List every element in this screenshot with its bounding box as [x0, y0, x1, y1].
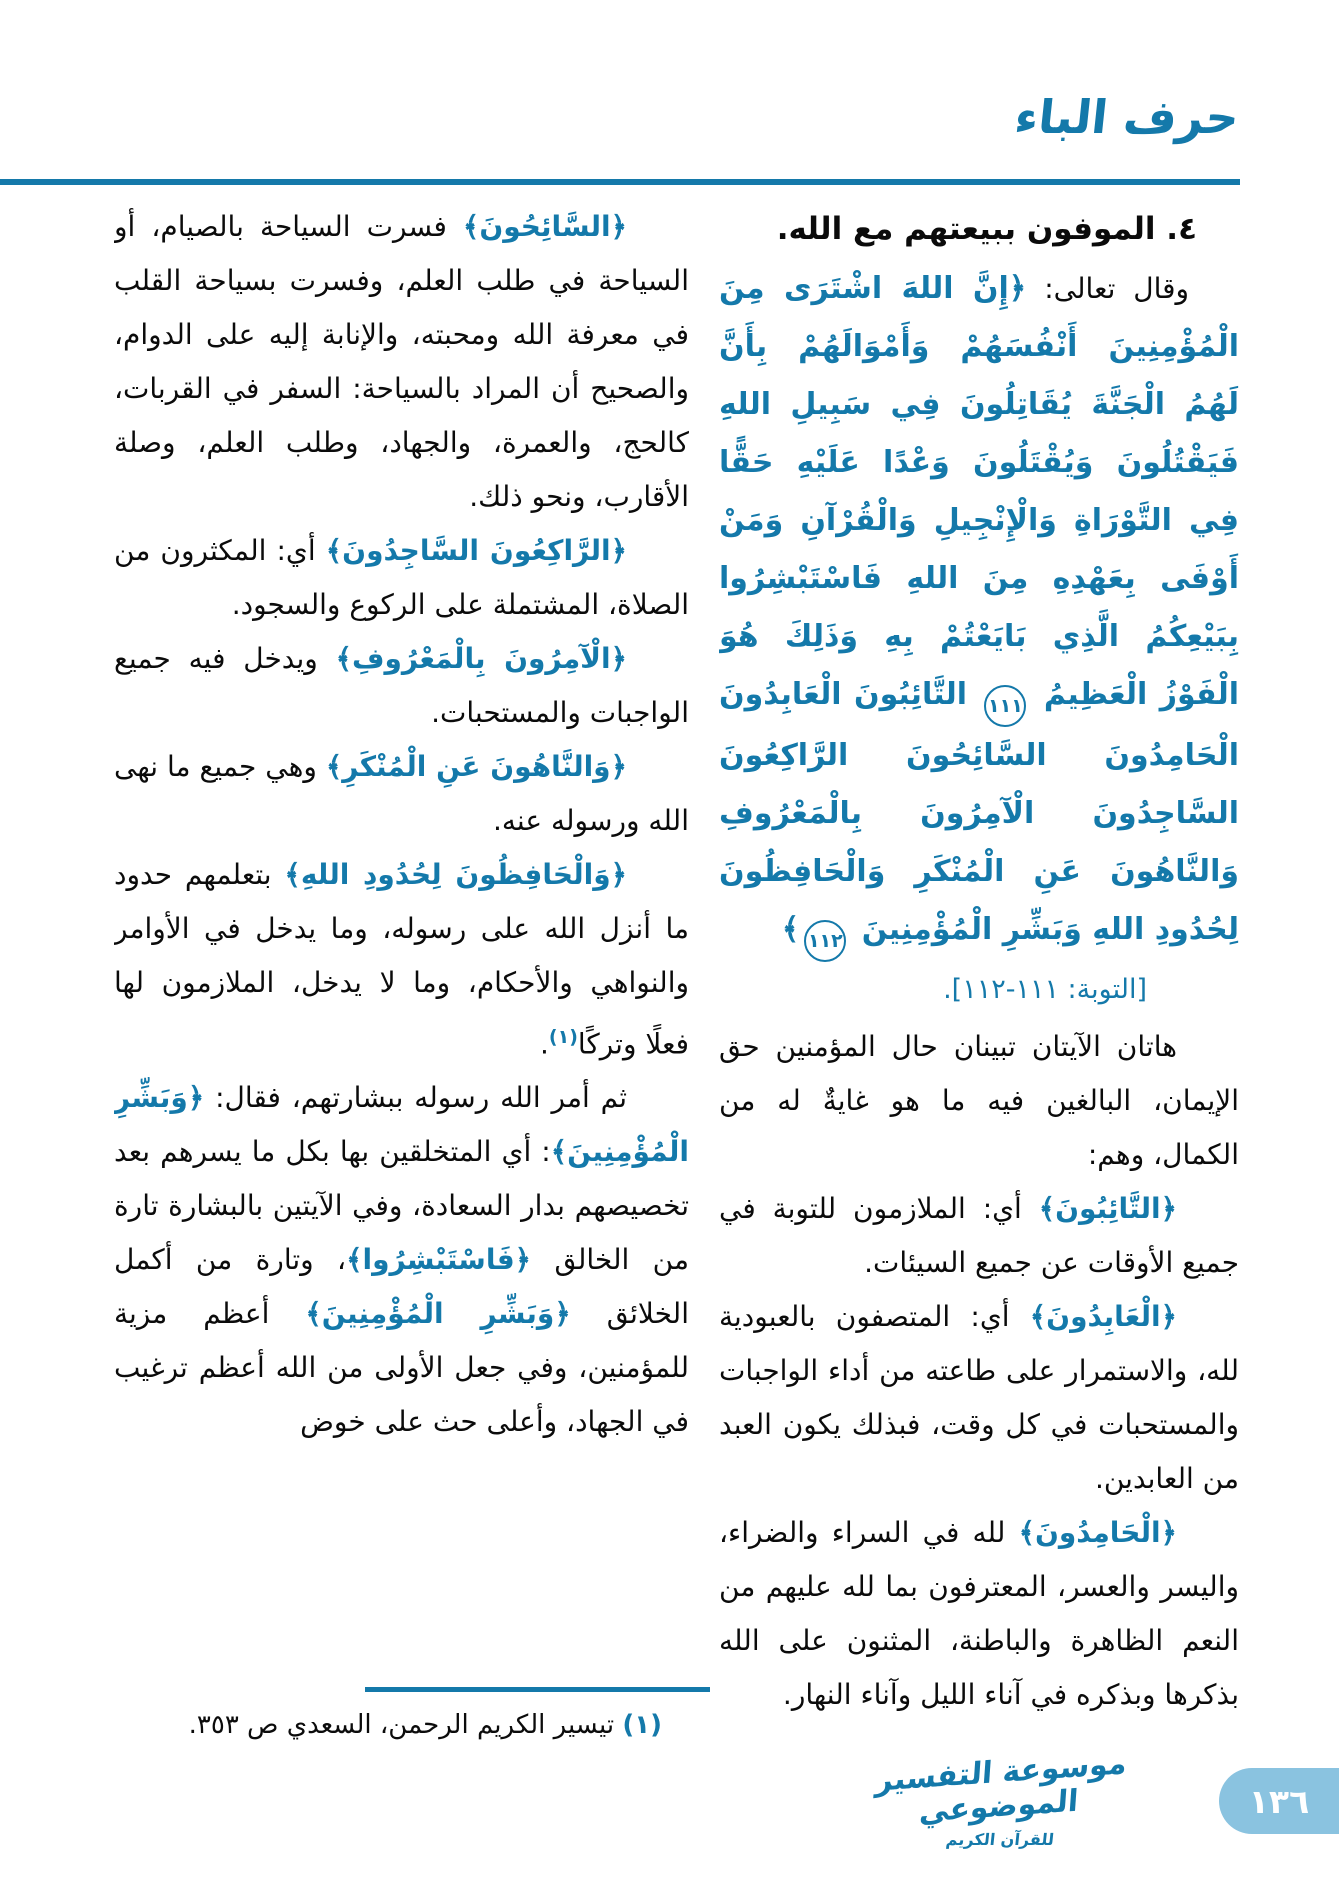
footnote-separator: [365, 1687, 710, 1692]
footnote: [150, 1702, 662, 1748]
body-text: ويدخل فيه جميع الواجبات والمستحبات.: [114, 642, 689, 729]
body-text: : أي المتخلقين بها بكل ما يسرهم بعد تخصيصهم بدار السعادة، وفي الآيتين بالبشارة تارة من الخالق: [114, 1135, 689, 1277]
verse-number-medallion: ١١٢: [804, 920, 846, 962]
body-text: أي: الملازمون للتوبة في جميع الأوقات عن جميع السيئات.: [719, 1192, 1239, 1279]
page-number-badge: [1219, 1768, 1339, 1834]
quran-phrase: ﴿وَالْحَافِظُونَ لِحُدُودِ اللهِ﴾: [284, 858, 627, 891]
tafsir-paragraph: [114, 200, 689, 524]
quran-phrase: ﴿وَبَشِّرِ الْمُؤْمِنِينَ﴾: [114, 1081, 689, 1169]
tafsir-paragraph: [114, 848, 689, 1071]
tafsir-paragraph: [719, 1182, 1239, 1290]
publisher-logo: [865, 1745, 1135, 1849]
verse-number-medallion: ١١١: [984, 685, 1026, 727]
quran-phrase: التَّائِبُونَ الْعَابِدُونَ الْحَامِدُونَ السَّائِحُونَ الرَّاكِعُونَ السَّاجِدُونَ الْآمِرُونَ بِالْمَعْرُوفِ وَالنَّاهُونَ عَنِ الْمُنْكَرِ وَالْحَافِظُونَ لِحُدُودِ اللهِ وَبَشِّرِ الْمُؤْمِنِينَ: [719, 677, 1239, 947]
body-text: ثم أمر الله رسوله ببشارتهم، فقال:: [204, 1081, 627, 1115]
quran-phrase: ﴿الْآمِرُونَ بِالْمَعْرُوفِ﴾: [335, 642, 628, 675]
chapter-title: حرف الباء: [1012, 90, 1242, 144]
page-content: [114, 200, 1239, 1760]
verse-reference: [التوبة: ١١١-١١٢].: [943, 974, 1147, 1005]
body-text: وهي جميع ما نهى الله ورسوله عنه.: [114, 750, 689, 837]
tafsir-paragraph: [719, 1290, 1239, 1506]
body-text: أي: المكثرون من الصلاة، المشتملة على الركوع والسجود.: [114, 534, 689, 621]
footnote-ref: (١): [548, 1026, 578, 1048]
quran-phrase: ﴿إِنَّ اللهَ اشْتَرَى مِنَ الْمُؤْمِنِينَ أَنْفُسَهُمْ وَأَمْوَالَهُمْ بِأَنَّ لَهُمُ الْجَنَّةَ يُقَاتِلُونَ فِي سَبِيلِ اللهِ فَيَقْتُلُونَ وَيُقْتَلُونَ وَعْدًا عَلَيْهِ حَقًّا فِي التَّوْرَاةِ وَالْإِنْجِيلِ وَالْقُرْآنِ وَمَنْ أَوْفَى بِعَهْدِهِ مِنَ اللهِ فَاسْتَبْشِرُوا بِبَيْعِكُمُ الَّذِي بَايَعْتُمْ بِهِ وَذَلِكَ هُوَ الْفَوْزُ الْعَظِيمُ: [719, 271, 1239, 712]
tafsir-paragraph: [114, 632, 689, 740]
quran-phrase: ﴿التَّائِبُونَ﴾: [1038, 1192, 1177, 1225]
tafsir-paragraph: [114, 524, 689, 632]
tafsir-paragraph: [114, 740, 689, 848]
body-text: ، وتارة من أكمل الخلائق: [114, 1243, 689, 1331]
quran-phrase: ﴿الرَّاكِعُونَ السَّاجِدُونَ﴾: [325, 534, 627, 567]
body-text: بتعلمهم حدود ما أنزل الله على رسوله، وما يدخل في الأوامر والنواهي والأحكام، وما لا يدخل، الملازمون لها فعلًا وتركًا: [114, 858, 689, 1061]
logo-subtitle: للقرآن الكريم: [944, 1830, 1056, 1849]
quran-phrase: ﴿وَالنَّاهُونَ عَنِ الْمُنْكَرِ﴾: [325, 750, 627, 783]
left-column: [114, 200, 689, 1685]
footnote-ref: (١): [622, 1710, 662, 1740]
quran-phrase: ﴿الْحَامِدُونَ﴾: [1018, 1516, 1177, 1549]
tafsir-paragraph: [719, 1020, 1239, 1182]
tafsir-paragraph: [114, 1071, 689, 1449]
quran-phrase: ﴾: [781, 912, 800, 947]
body-text: أعظم مزية للمؤمنين، وفي جعل الأولى من الله أعظم ترغيب في الجهاد، وأعلى حث على خوض: [114, 1297, 689, 1439]
quran-phrase: ﴿فَاسْتَبْشِرُوا﴾: [346, 1243, 532, 1277]
body-text: هاتان الآيتان تبينان حال المؤمنين حق الإيمان، البالغين فيه ما هو غايةٌ له من الكمال، وهم:: [719, 1030, 1239, 1171]
page-number: ١٣٦: [1248, 1781, 1310, 1821]
quran-phrase: ﴿الْعَابِدُونَ﴾: [1029, 1300, 1177, 1333]
header-rule: [0, 179, 1240, 185]
tafsir-paragraph: [719, 1506, 1239, 1722]
body-text: تيسير الكريم الرحمن، السعدي ص ٣٥٣.: [188, 1710, 623, 1740]
quran-verse-block: [719, 260, 1239, 962]
quran-phrase: ﴿السَّائِحُونَ﴾: [462, 210, 627, 243]
section-heading: ٤. الموفون ببيعتهم مع الله.: [776, 211, 1197, 247]
body-text: فسرت السياحة بالصيام، أو السياحة في طلب العلم، وفسرت بسياحة القلب في معرفة الله ومحبته، والإنابة إليه على الدوام، والصحيح أن المراد بالسياحة: السفر في القربات، كالحج، والعمرة، والجهاد، وطلب العلم، وصلة الأقارب، ونحو ذلك.: [114, 210, 689, 513]
right-column: [719, 200, 1239, 1760]
quran-phrase: ﴿وَبَشِّرِ الْمُؤْمِنِينَ﴾: [305, 1297, 571, 1331]
body-text: .: [539, 1027, 549, 1061]
body-text: أي: المتصفون بالعبودية لله، والاستمرار على طاعته من أداء الواجبات والمستحبات في كل وقت، فبذلك يكون العبد من العابدين.: [719, 1300, 1239, 1495]
logo-title: موسوعة التفسير الموضوعي: [874, 1745, 1128, 1830]
body-text: لله في السراء والضراء، واليسر والعسر، المعترفون بما لله عليهم من النعم الظاهرة والباطنة، المثنون على الله بذكرها وبذكره في آناء الليل وآناء النهار.: [719, 1516, 1239, 1711]
body-text: وقال تعالى:: [1026, 272, 1190, 305]
